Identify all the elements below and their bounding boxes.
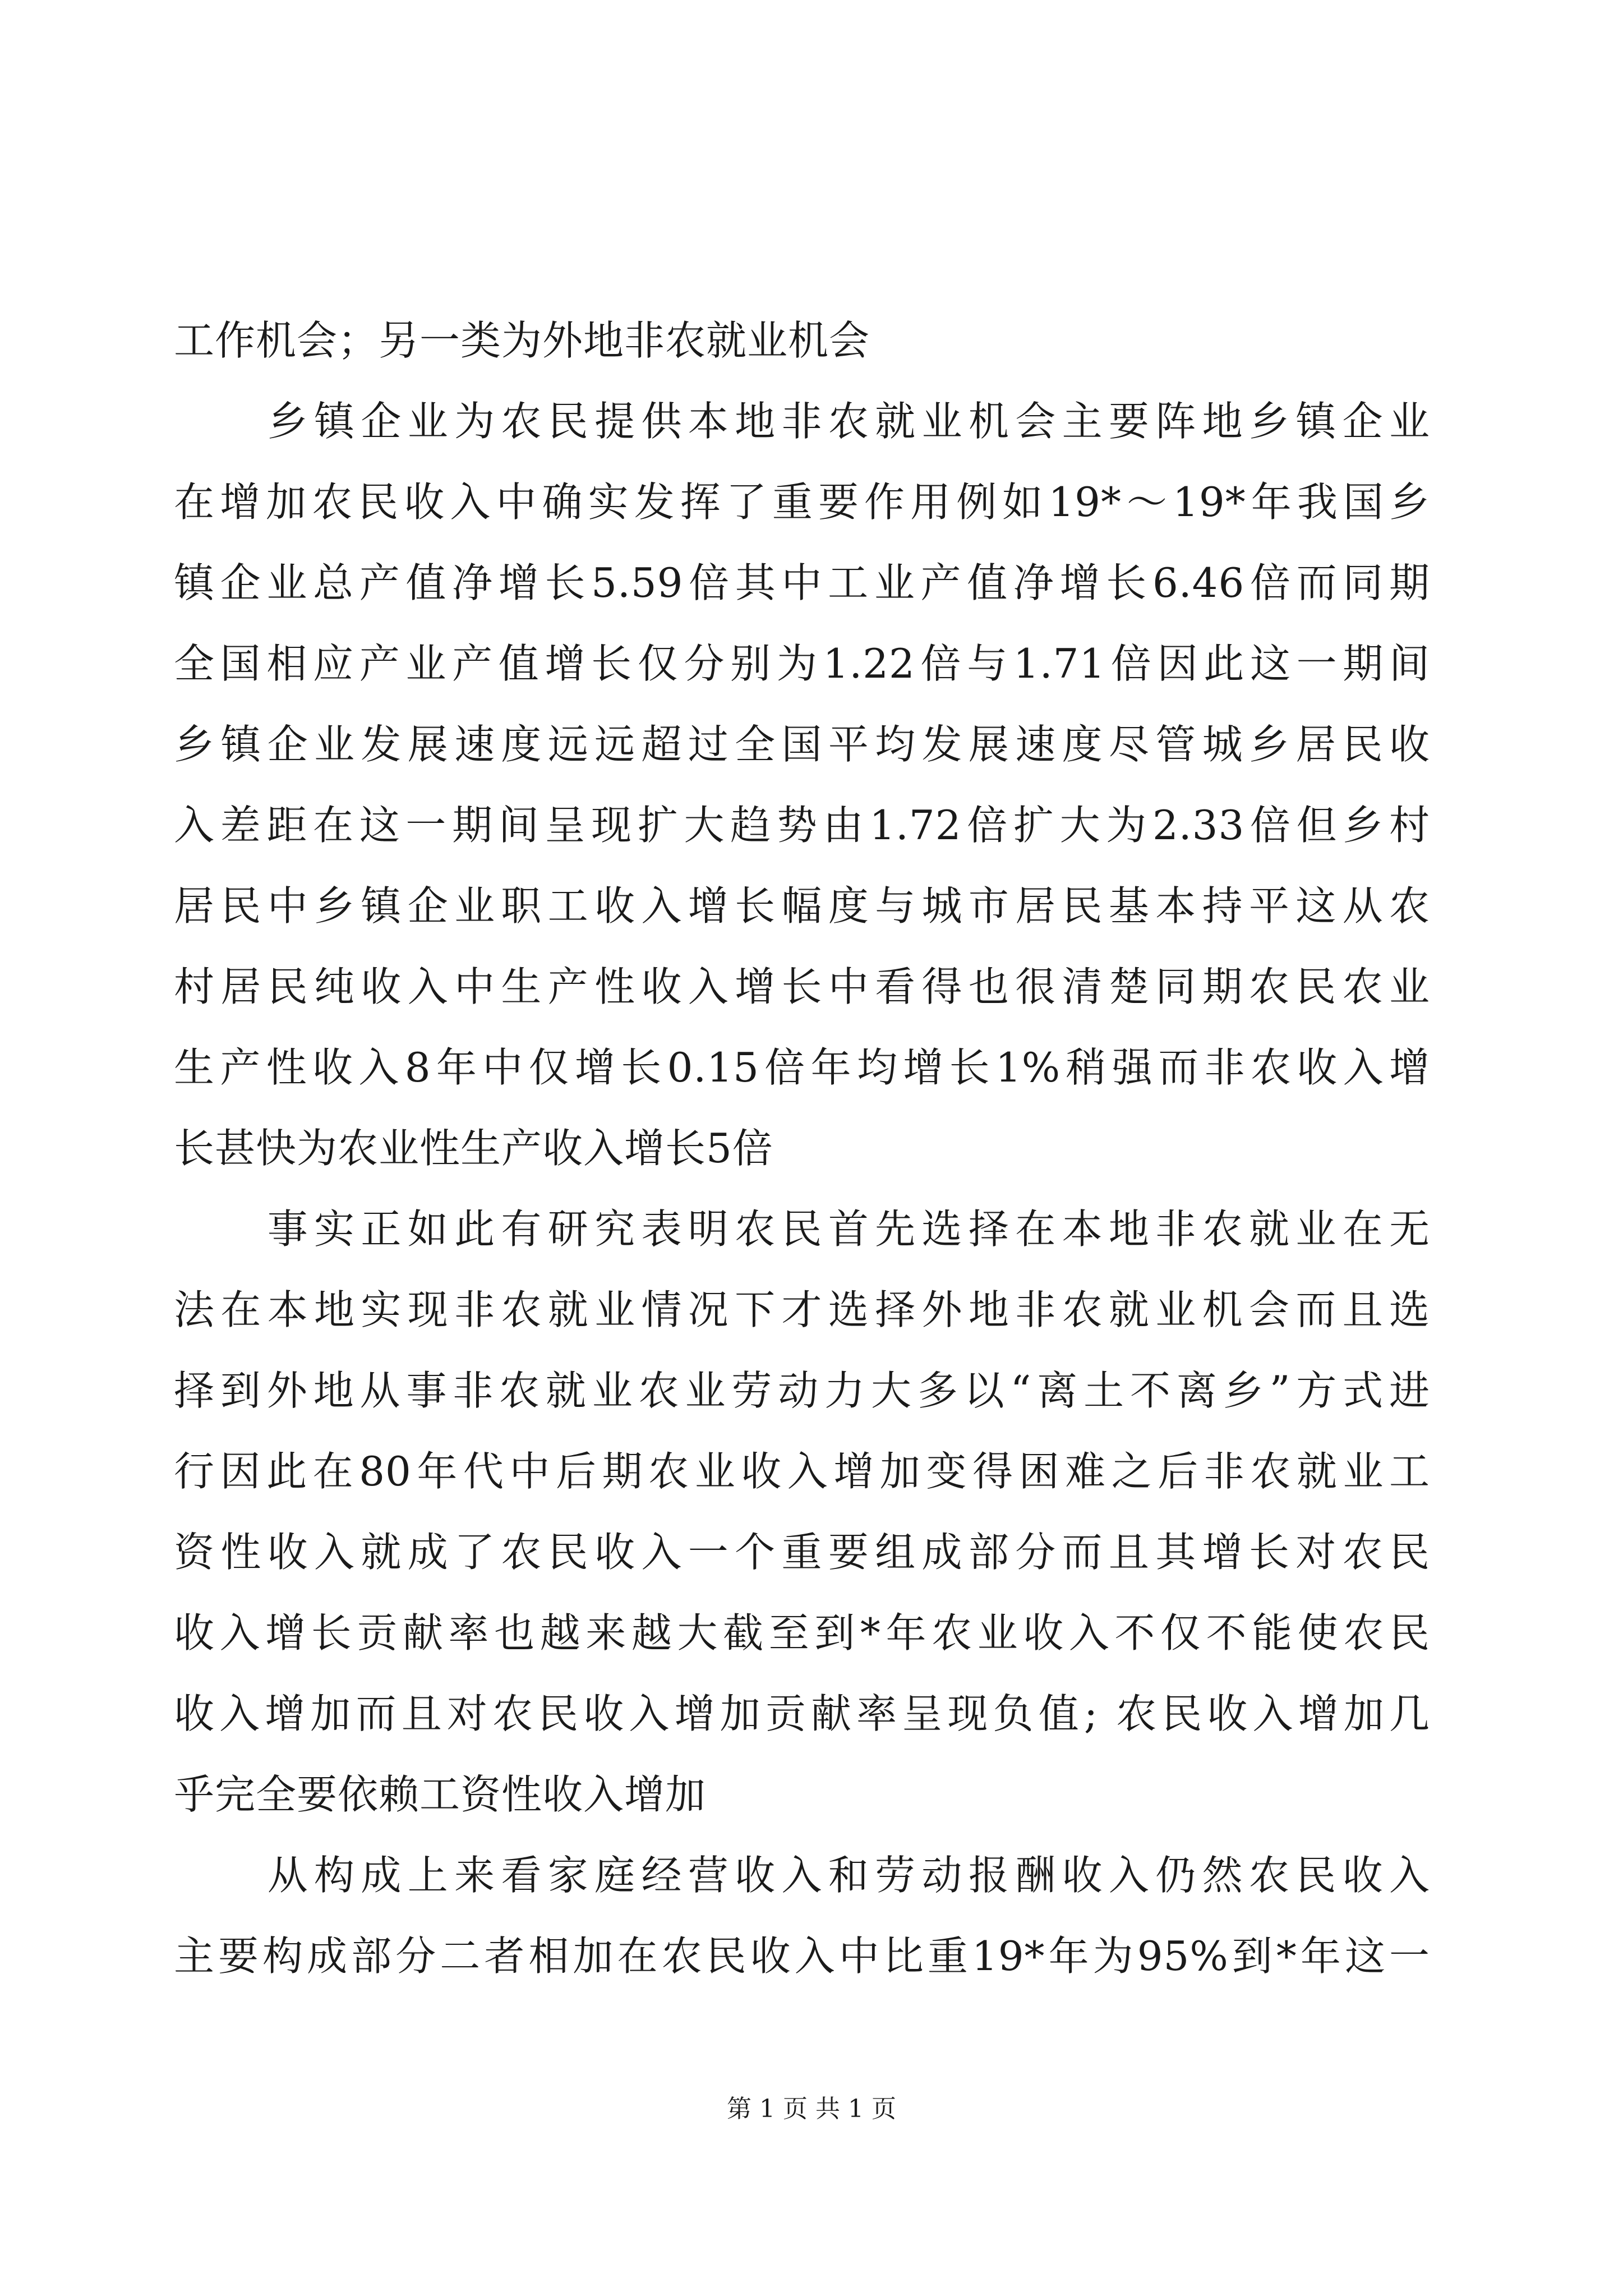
text-line: 事实正如此有研究表明农民首先选择在本地非农就业在无 <box>174 1205 1430 1253</box>
text-line: 乡镇企业发展速度远远超过全国平均发展速度尽管城乡居民收 <box>174 721 1430 768</box>
text-line: 村居民纯收入中生产性收入增长中看得也很清楚同期农民农业 <box>174 963 1430 1010</box>
text-line: 长甚快为农业性生产收入增长5倍 <box>174 1125 773 1172</box>
text-line: 择到外地从事非农就业农业劳动力大多以“离土不离乡”方式进 <box>174 1367 1430 1414</box>
text-line: 镇企业总产值净增长5.59倍其中工业产值净增长6.46倍而同期 <box>174 559 1430 606</box>
page-number-label: 第 1 页 共 1 页 <box>727 2095 896 2123</box>
text-line: 乎完全要依赖工资性收入增加 <box>174 1771 707 1818</box>
text-line: 全国相应产业产值增长仅分别为1.22倍与1.71倍因此这一期间 <box>174 640 1430 687</box>
page-footer <box>0 2092 1623 2126</box>
text-line: 生产性收入8年中仅增长0.15倍年均增长1%稍强而非农收入增 <box>174 1044 1430 1091</box>
text-line: 收入增长贡献率也越来越大截至到*年农业收入不仅不能使农民 <box>174 1609 1430 1657</box>
text-line: 行因此在80年代中后期农业收入增加变得困难之后非农就业工 <box>174 1448 1430 1495</box>
text-line: 工作机会；另一类为外地非农就业机会 <box>174 317 870 364</box>
text-line: 在增加农民收入中确实发挥了重要作用例如19*～19*年我国乡 <box>174 478 1430 526</box>
text-line: 法在本地实现非农就业情况下才选择外地非农就业机会而且选 <box>174 1286 1430 1333</box>
text-line: 主要构成部分二者相加在农民收入中比重19*年为95%到*年这一 <box>174 1932 1430 1980</box>
text-line: 收入增加而且对农民收入增加贡献率呈现负值; 农民收入增加几 <box>174 1690 1430 1737</box>
text-line: 居民中乡镇企业职工收入增长幅度与城市居民基本持平这从农 <box>174 882 1430 930</box>
body-text <box>174 300 1430 1996</box>
text-line: 入差距在这一期间呈现扩大趋势由1.72倍扩大为2.33倍但乡村 <box>174 802 1430 849</box>
text-line: 乡镇企业为农民提供本地非农就业机会主要阵地乡镇企业 <box>174 398 1430 445</box>
text-line: 资性收入就成了农民收入一个重要组成部分而且其增长对农民 <box>174 1529 1430 1576</box>
text-line: 从构成上来看家庭经营收入和劳动报酬收入仍然农民收入 <box>174 1852 1430 1899</box>
